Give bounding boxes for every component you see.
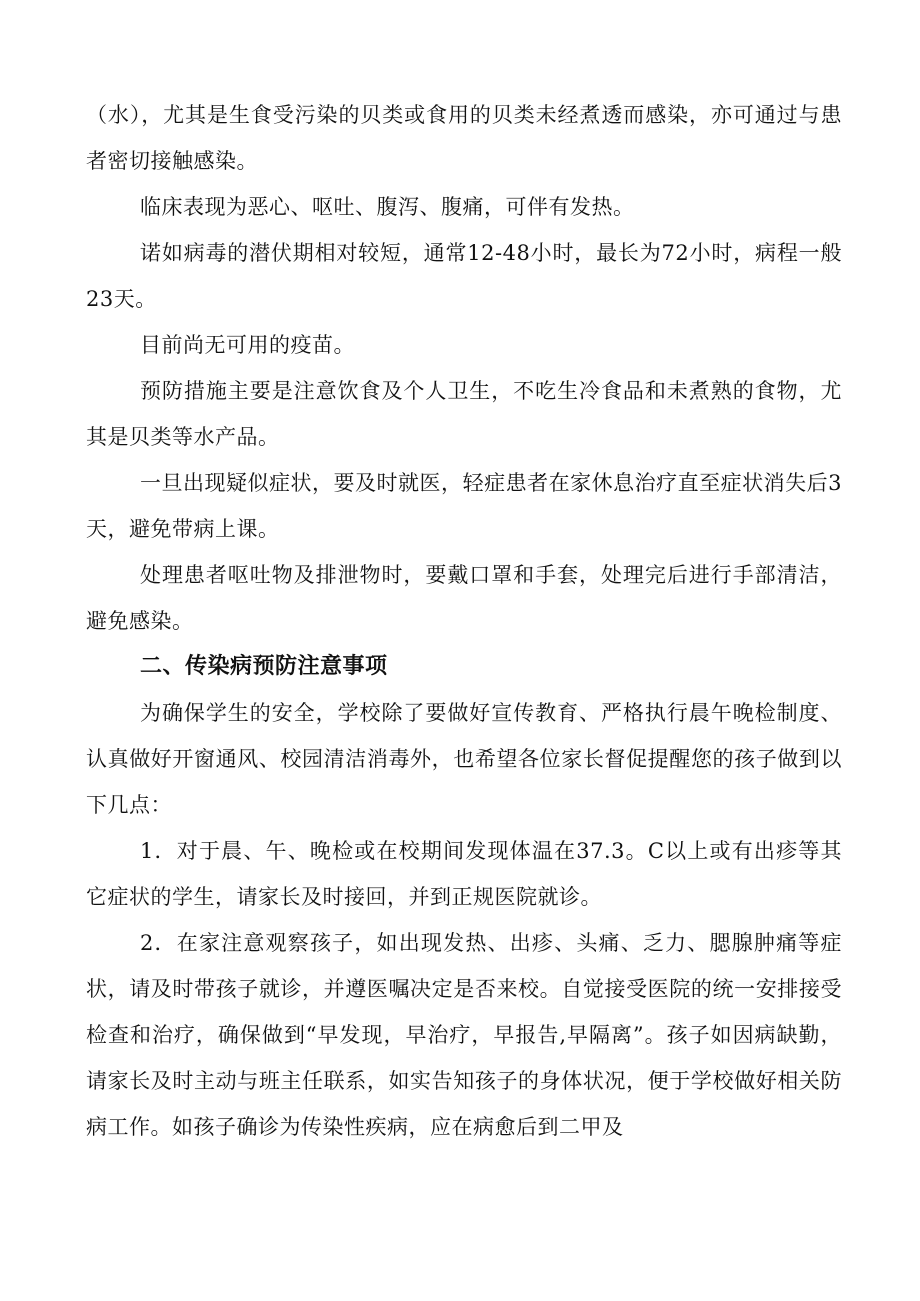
paragraph-infection-route: （水），尤其是生食受污染的贝类或食用的贝类未经煮透而感染，亦可通过与患者密切接触感染。 bbox=[86, 103, 842, 173]
paragraph-vaccine: 目前尚无可用的疫苗。 bbox=[140, 333, 355, 357]
section-heading: 二、传染病预防注意事项 bbox=[140, 654, 388, 679]
paragraph-seek-care: 一旦出现疑似症状，要及时就医，轻症患者在家休息治疗直至症状消失后3天，避免带病上课。 bbox=[86, 471, 842, 541]
paragraph-prevention: 预防措施主要是注意饮食及个人卫生，不吃生冷食品和未煮熟的食物，尤其是贝类等水产品。 bbox=[86, 379, 842, 449]
list-item-temperature: 1．对于晨、午、晚检或在校期间发现体温在37.3。C以上或有出疹等其它症状的学生，请家长及时接回，并到正规医院就诊。 bbox=[86, 839, 842, 909]
paragraph-school-measures: 为确保学生的安全，学校除了要做好宣传教育、严格执行晨午晚检制度、认真做好开窗通风、校园清洁消毒外，也希望各位家长督促提醒您的孩子做到以下几点： bbox=[86, 701, 842, 817]
paragraph-vomit-handling: 处理患者呕吐物及排泄物时，要戴口罩和手套，处理完后进行手部清洁，避免感染。 bbox=[86, 563, 842, 633]
document-page bbox=[86, 92, 842, 1150]
paragraph-incubation-period: 诺如病毒的潜伏期相对较短，通常12-48小时，最长为72小时，病程一般23天。 bbox=[86, 241, 842, 311]
list-item-observe-child: 2．在家注意观察孩子，如出现发热、出疹、头痛、乏力、腮腺肿痛等症状，请及时带孩子就诊，并遵医嘱决定是否来校。自觉接受医院的统一安排接受检查和治疗，确保做到“早发现，早治疗，早报告,早隔离”。孩子如因病缺勤，请家长及时主动与班主任联系，如实告知孩子的身体状况，便于学校做好相关防病工作。如孩子确诊为传染性疾病，应在病愈后到二甲及 bbox=[86, 931, 842, 1139]
paragraph-clinical-symptoms: 临床表现为恶心、呕吐、腹泻、腹痛，可伴有发热。 bbox=[140, 195, 635, 219]
